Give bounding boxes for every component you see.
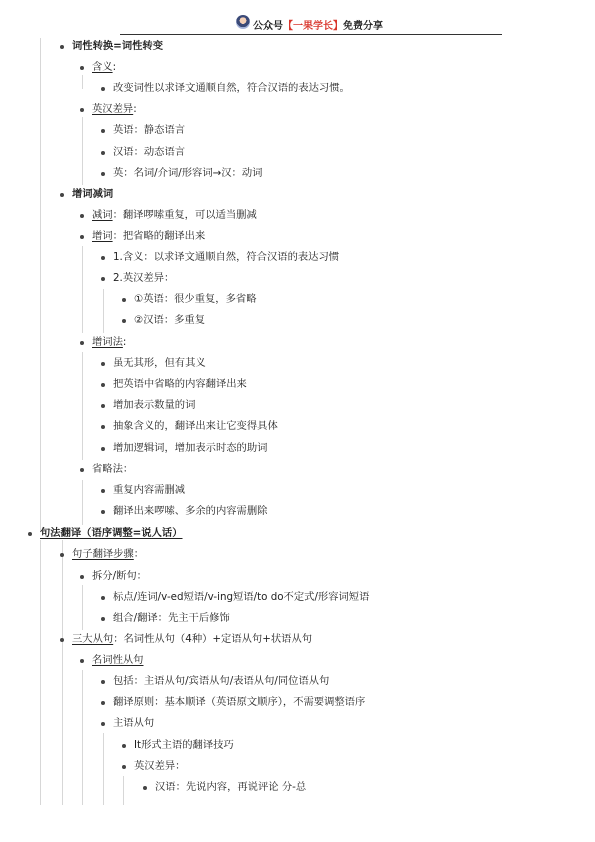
outline-item-text: 词性转换=词性转变 bbox=[72, 40, 164, 52]
bullet-dot-icon bbox=[101, 172, 105, 176]
outline-item-text: 改变词性以求译文通顺自然，符合汉语的表达习惯。 bbox=[113, 82, 350, 94]
outline-item-text: 虽无其形，但有其义 bbox=[113, 357, 206, 369]
outline-item-text: It形式主语的翻译技巧 bbox=[134, 739, 234, 751]
outline-item bbox=[0, 737, 590, 754]
bullet-dot-icon bbox=[122, 319, 126, 323]
bullet-dot-icon bbox=[143, 786, 147, 790]
outline-item bbox=[0, 186, 590, 203]
bullet-dot-icon bbox=[80, 341, 84, 345]
outline-item bbox=[0, 461, 590, 478]
outline-item bbox=[0, 207, 590, 224]
outline-item-text bbox=[92, 101, 137, 118]
bullet-dot-icon bbox=[101, 383, 105, 387]
outline-item bbox=[0, 397, 590, 414]
bullet-dot-icon bbox=[122, 765, 126, 769]
outline-item-rest: ：把省略的翻译出来 bbox=[112, 230, 206, 242]
outline-item-text: ①英语：很少重复，多省略 bbox=[134, 293, 257, 305]
outline-item-label: 减词 bbox=[92, 209, 113, 221]
outline-item bbox=[0, 122, 590, 139]
outline-item bbox=[0, 355, 590, 372]
outline-item-text: 拆分/断句： bbox=[92, 570, 147, 582]
outline-item-text bbox=[92, 652, 143, 669]
outline-item-text: 把英语中省略的内容翻译出来 bbox=[113, 378, 247, 390]
outline-item-text bbox=[72, 631, 312, 648]
bullet-dot-icon bbox=[60, 553, 64, 557]
outline-item-text: 抽象含义的，翻译出来让它变得具体 bbox=[113, 420, 278, 432]
bullet-dot-icon bbox=[122, 298, 126, 302]
outline-item bbox=[0, 270, 590, 287]
outline-item-text bbox=[92, 207, 257, 224]
bullet-dot-icon bbox=[60, 45, 64, 49]
outline-item bbox=[0, 631, 590, 648]
outline-item-text: ②汉语：多重复 bbox=[134, 314, 206, 326]
outline-item-label: 增词法 bbox=[92, 336, 123, 348]
outline-item-text bbox=[40, 525, 183, 542]
bullet-dot-icon bbox=[101, 362, 105, 366]
bullet-dot-icon bbox=[101, 447, 105, 451]
bullet-dot-icon bbox=[101, 722, 105, 726]
outline-item-label: 名词性从句 bbox=[92, 654, 144, 666]
outline-item-text: 组合/翻译：先主干后修饰 bbox=[113, 612, 230, 624]
bullet-dot-icon bbox=[101, 151, 105, 155]
outline-item-text: 1.含义：以求译文通顺自然，符合汉语的表达习惯 bbox=[113, 251, 340, 263]
outline-item bbox=[0, 312, 590, 329]
outline-item-text: 翻译出来啰嗦、多余的内容需删除 bbox=[113, 505, 268, 517]
outline-item-text: 增加逻辑词，增加表示时态的助词 bbox=[113, 442, 268, 454]
bullet-dot-icon bbox=[60, 638, 64, 642]
outline-item bbox=[0, 144, 590, 161]
outline-item-text bbox=[72, 546, 144, 563]
outline-item bbox=[0, 228, 590, 245]
outline-item-rest: : bbox=[122, 336, 127, 348]
outline-item-text: 2.英汉差异： bbox=[113, 272, 175, 284]
outline-item bbox=[0, 38, 590, 55]
bullet-dot-icon bbox=[101, 489, 105, 493]
bullet-dot-icon bbox=[60, 193, 64, 197]
bullet-dot-icon bbox=[101, 87, 105, 91]
outline-item bbox=[0, 652, 590, 669]
header-prefix: 公众号 bbox=[253, 21, 283, 32]
outline-item bbox=[0, 589, 590, 606]
bullet-dot-icon bbox=[80, 66, 84, 70]
header-bracket-close: 】 bbox=[333, 21, 343, 32]
outline-item-text: 英汉差异： bbox=[134, 760, 186, 772]
outline-item-text: 省略法： bbox=[92, 463, 134, 475]
bullet-dot-icon bbox=[101, 425, 105, 429]
outline-item bbox=[0, 568, 590, 585]
outline-item bbox=[0, 418, 590, 435]
outline-item bbox=[0, 503, 590, 520]
bullet-dot-icon bbox=[80, 108, 84, 112]
outline-item bbox=[0, 715, 590, 732]
bullet-dot-icon bbox=[80, 575, 84, 579]
outline-item-text: 英：名词/介词/形容词→汉：动词 bbox=[113, 167, 263, 179]
outline-item-rest: ：翻译啰嗦重复，可以适当删减 bbox=[112, 209, 257, 221]
outline-item bbox=[0, 291, 590, 308]
header-suffix: 免费分享 bbox=[343, 21, 383, 32]
outline-item bbox=[0, 694, 590, 711]
outline-item bbox=[0, 376, 590, 393]
outline-item-label: 三大从句 bbox=[72, 633, 114, 645]
outline-item-text: 汉语：先说内容，再说评论 分-总 bbox=[155, 781, 307, 793]
outline-item-rest: : bbox=[133, 103, 137, 115]
bullet-dot-icon bbox=[28, 532, 32, 536]
outline-item-text: 重复内容需删减 bbox=[113, 484, 186, 496]
outline-item-text: 增词减词 bbox=[72, 188, 114, 200]
header-text bbox=[253, 17, 383, 32]
outline-item-text: 英语：静态语言 bbox=[113, 124, 186, 136]
outline-item-rest: ：名词性从句（4种）+定语从句+状语从句 bbox=[113, 633, 313, 645]
bullet-dot-icon bbox=[122, 744, 126, 748]
outline-item-text bbox=[92, 59, 116, 76]
bullet-dot-icon bbox=[101, 277, 105, 281]
outline-item-label: 句子翻译步骤 bbox=[72, 548, 134, 560]
bullet-dot-icon bbox=[80, 468, 84, 472]
bullet-dot-icon bbox=[101, 596, 105, 600]
outline-item bbox=[0, 546, 590, 563]
bullet-dot-icon bbox=[101, 510, 105, 514]
bullet-dot-icon bbox=[101, 256, 105, 260]
outline-item bbox=[0, 525, 590, 542]
bullet-dot-icon bbox=[101, 129, 105, 133]
outline-item bbox=[0, 482, 590, 499]
bullet-dot-icon bbox=[80, 214, 84, 218]
page-header bbox=[0, 13, 595, 35]
outline-item bbox=[0, 779, 590, 796]
outline-item-rest: : bbox=[112, 61, 117, 73]
bullet-dot-icon bbox=[80, 659, 84, 663]
outline-item bbox=[0, 59, 590, 76]
outline-item-text: 主语从句 bbox=[113, 717, 155, 729]
bullet-dot-icon bbox=[101, 680, 105, 684]
outline-item bbox=[0, 673, 590, 690]
outline-item bbox=[0, 610, 590, 627]
outline-item bbox=[0, 165, 590, 182]
header-brand: 一果学长 bbox=[293, 21, 333, 32]
header-bracket-open: 【 bbox=[283, 21, 293, 32]
outline-item bbox=[0, 440, 590, 457]
outline-item bbox=[0, 101, 590, 118]
bullet-dot-icon bbox=[80, 235, 84, 239]
header-divider bbox=[120, 34, 502, 35]
outline-item-text: 增加表示数量的词 bbox=[113, 399, 196, 411]
bullet-dot-icon bbox=[101, 701, 105, 705]
outline-item bbox=[0, 80, 590, 97]
outline-item bbox=[0, 758, 590, 775]
avatar-logo-icon bbox=[236, 15, 250, 29]
outline-item-label: 英汉差异 bbox=[92, 103, 134, 115]
outline-item-rest: ： bbox=[133, 548, 145, 560]
outline-item-text bbox=[92, 228, 205, 245]
outline-item-label: 增词 bbox=[92, 230, 113, 242]
outline-item-text: 汉语：动态语言 bbox=[113, 146, 186, 158]
outline-item bbox=[0, 249, 590, 266]
outline-item-label: 句法翻译（语序调整=说人话） bbox=[40, 527, 183, 539]
outline-item bbox=[0, 334, 590, 351]
bullet-dot-icon bbox=[101, 617, 105, 621]
outline-item-label: 含义 bbox=[92, 61, 113, 73]
outline-item-text: 包括：主语从句/宾语从句/表语从句/同位语从句 bbox=[113, 675, 330, 687]
outline-item-text: 翻译原则：基本顺译（英语原文顺序），不需要调整语序 bbox=[113, 696, 366, 708]
outline-item-text bbox=[92, 334, 126, 351]
outline-item-text: 标点/连词/v-ed短语/v-ing短语/to do不定式/形容词短语 bbox=[113, 591, 370, 603]
bullet-dot-icon bbox=[101, 404, 105, 408]
